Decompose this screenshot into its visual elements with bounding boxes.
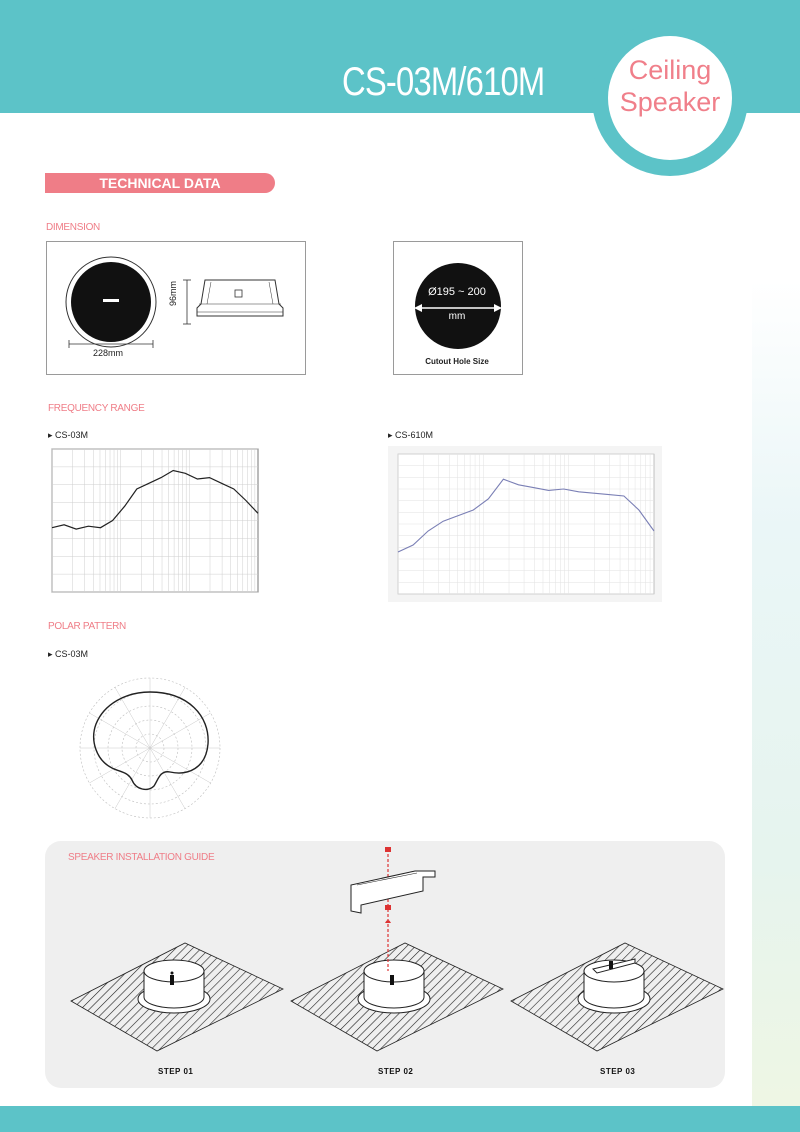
cutout-frame (393, 241, 523, 375)
polar-grid-spoke (89, 748, 150, 783)
frequency-left-model-text: CS-03M (55, 430, 89, 440)
cutout-caption: Cutout Hole Size (425, 357, 489, 366)
polar-model-text: CS-03M (55, 649, 89, 659)
polar-heading: POLAR PATTERN (48, 621, 126, 632)
frequency-right-model: ▸ CS-610M (388, 430, 434, 440)
cutout-diameter: Ø195 ~ 200 (428, 286, 486, 298)
installation-heading: SPEAKER INSTALLATION GUIDE (68, 852, 215, 863)
category-badge-text (608, 54, 732, 118)
section-title: TECHNICAL DATA (99, 175, 221, 191)
speaker-dimension-drawing (47, 242, 305, 374)
polar-grid-spoke (115, 687, 150, 748)
cutout-hole-drawing (394, 242, 522, 374)
frequency-right-model-text: CS-610M (395, 430, 434, 440)
frequency-left-model: ▸ CS-03M (48, 430, 89, 440)
cutout-unit: mm (448, 311, 466, 322)
dimension-heading: DIMENSION (46, 222, 100, 233)
model-title: CS-03M/610M (342, 60, 545, 104)
step-01-label: STEP 01 (158, 1067, 194, 1076)
installation-steps-drawing (45, 841, 725, 1088)
polar-grid-spoke (115, 748, 150, 809)
polar-grid-spoke (150, 748, 185, 809)
frequency-chart-left (48, 446, 262, 600)
polar-pattern-chart (70, 668, 230, 826)
dimension-width-label: 228mm (93, 348, 124, 358)
side-gradient (752, 280, 800, 1106)
frequency-chart-right (388, 446, 662, 602)
polar-pattern-grid (80, 678, 220, 818)
polar-pattern-curve (94, 692, 208, 789)
step-03-label: STEP 03 (600, 1067, 636, 1076)
polar-grid-spoke (150, 687, 185, 748)
dimension-frame (46, 241, 306, 375)
badge-line-1: Ceiling (628, 55, 712, 85)
dimension-height-label: 96mm (168, 280, 178, 306)
footer-bar (0, 1106, 800, 1132)
badge-line-2: Speaker (619, 87, 721, 117)
polar-model: ▸ CS-03M (48, 649, 89, 659)
step-02-label: STEP 02 (378, 1067, 414, 1076)
polar-grid-spoke (150, 713, 211, 748)
frequency-heading: FREQUENCY RANGE (48, 403, 145, 414)
